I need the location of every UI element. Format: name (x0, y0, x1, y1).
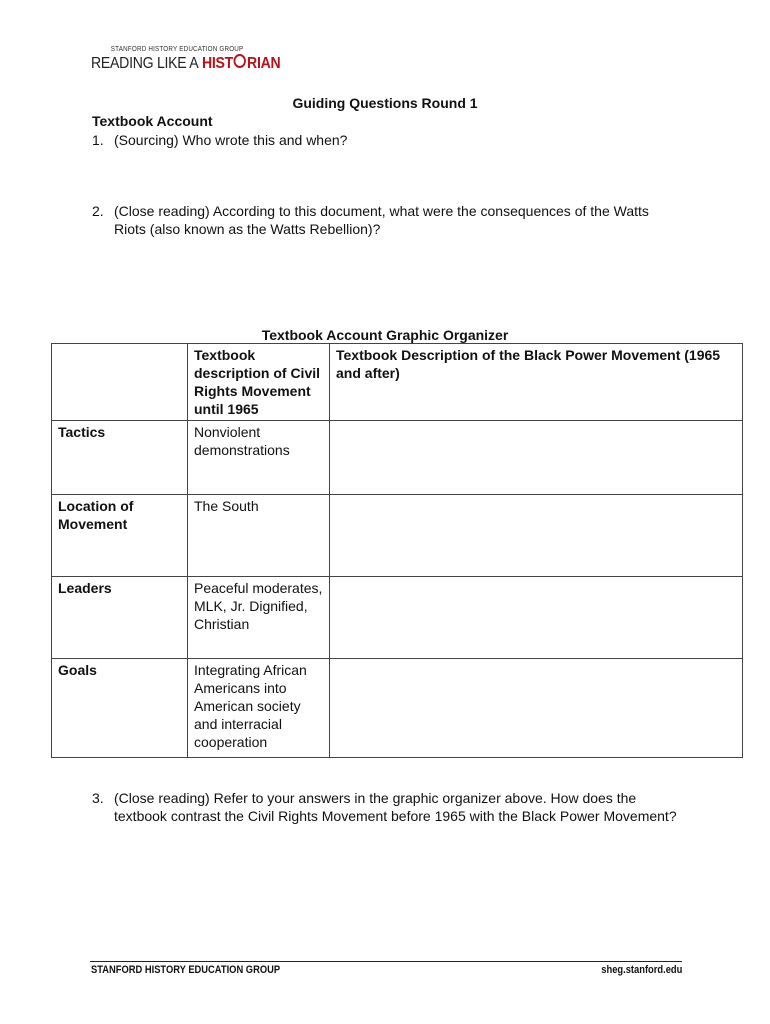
logo-brand (91, 55, 280, 73)
organizer-row-goals (52, 659, 743, 758)
organizer-row-leaders (52, 577, 743, 659)
organizer-row-location (52, 495, 743, 577)
logo-brand-dark: READING LIKE A (91, 55, 199, 72)
question-text: (Close reading) Refer to your answers in the graphic organizer above. How does the textbook contrast the Civil Rights Movement before 1965 with the Black Power Movement? (114, 790, 677, 824)
logo-org-name: STANFORD HISTORY EDUCATION GROUP (110, 46, 244, 53)
civil-rights-cell: Nonviolent demonstrations (188, 421, 330, 495)
section-heading: Textbook Account (92, 113, 213, 129)
civil-rights-cell: Integrating African Americans into American society and interracial cooperation (188, 659, 330, 758)
logo-brand-red-2: RIAN (247, 55, 281, 72)
black-power-answer-cell[interactable] (330, 421, 743, 495)
header-civil-rights: Textbook description of Civil Rights Movement until 1965 (188, 344, 330, 421)
organizer-header-row (52, 344, 743, 421)
black-power-answer-cell[interactable] (330, 659, 743, 758)
question-2 (92, 202, 672, 238)
question-text: (Sourcing) Who wrote this and when? (114, 132, 348, 148)
row-label: Leaders (52, 577, 188, 659)
page-title: Guiding Questions Round 1 (292, 95, 478, 111)
row-label: Location of Movement (52, 495, 188, 577)
civil-rights-cell: The South (188, 495, 330, 577)
footer-divider (90, 961, 682, 962)
question-number: 1. (92, 132, 104, 148)
black-power-answer-cell[interactable] (330, 495, 743, 577)
civil-rights-cell: Peaceful moderates, MLK, Jr. Dignified, Christian (188, 577, 330, 659)
question-text: (Close reading) According to this document, what were the consequences of the Watts Riots (also known as the Watts Rebellion)? (114, 203, 649, 237)
sheg-logo (91, 46, 306, 73)
footer-website-link[interactable]: sheg.stanford.edu (600, 964, 682, 976)
footer-org: STANFORD HISTORY EDUCATION GROUP (91, 964, 281, 976)
graphic-organizer-table (51, 343, 743, 758)
row-label: Tactics (52, 421, 188, 495)
organizer-title: Textbook Account Graphic Organizer (261, 327, 509, 343)
magnifier-icon (234, 54, 246, 68)
question-1 (92, 131, 672, 149)
row-label: Goals (52, 659, 188, 758)
question-3 (92, 789, 692, 825)
header-black-power: Textbook Description of the Black Power Movement (1965 and after) (330, 344, 743, 421)
question-number: 2. (92, 203, 104, 219)
black-power-answer-cell[interactable] (330, 577, 743, 659)
question-number: 3. (92, 790, 104, 806)
organizer-row-tactics (52, 421, 743, 495)
header-cell-empty (52, 344, 188, 421)
logo-brand-red-1: HIST (201, 55, 233, 72)
